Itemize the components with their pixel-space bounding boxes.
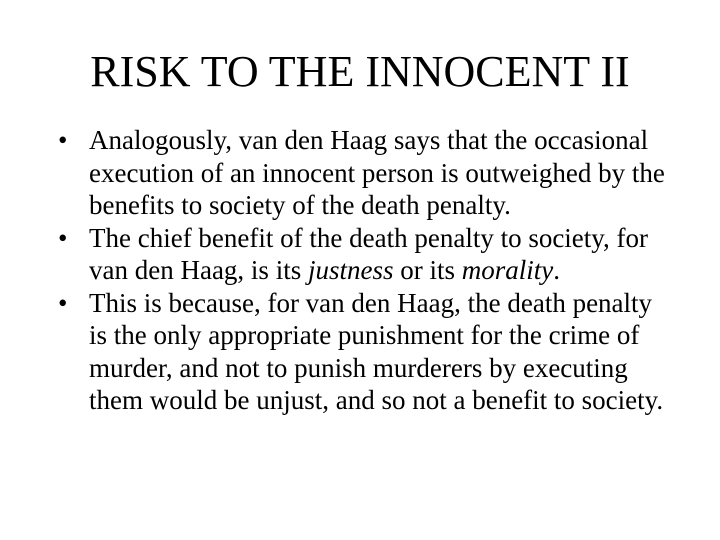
bullet-item-1 <box>58 124 668 222</box>
bullet-marker: • <box>58 125 68 155</box>
bullet-marker: • <box>58 287 68 318</box>
bullet-marker: • <box>58 222 68 253</box>
bullet-item-3 <box>58 287 668 417</box>
bullet-text-3: This is because, for van den Haag, the death penalty is the only appropriate punishment for the crime of murder, and not to punish murderers by executing them would be unjust, and so not a benefit to society. <box>89 287 664 415</box>
bullet-list <box>58 124 668 417</box>
emphasis-justness: justness <box>307 255 394 285</box>
emphasis-morality: morality <box>461 255 554 285</box>
bullet-text-2-before: The chief benefit of the death penalty to society, for van den Haag, is its <box>89 222 649 285</box>
bullet-text-2-middle: or its <box>393 255 462 285</box>
slide-title: RISK TO THE INNOCENT II <box>90 47 630 96</box>
bullet-text-2-after: . <box>553 255 560 285</box>
bullet-text-1: Analogously, van den Haag says that the occasional execution of an innocent person is outweighed by the benefits to society of the death penalty. <box>89 125 665 220</box>
bullet-item-2 <box>58 222 668 287</box>
